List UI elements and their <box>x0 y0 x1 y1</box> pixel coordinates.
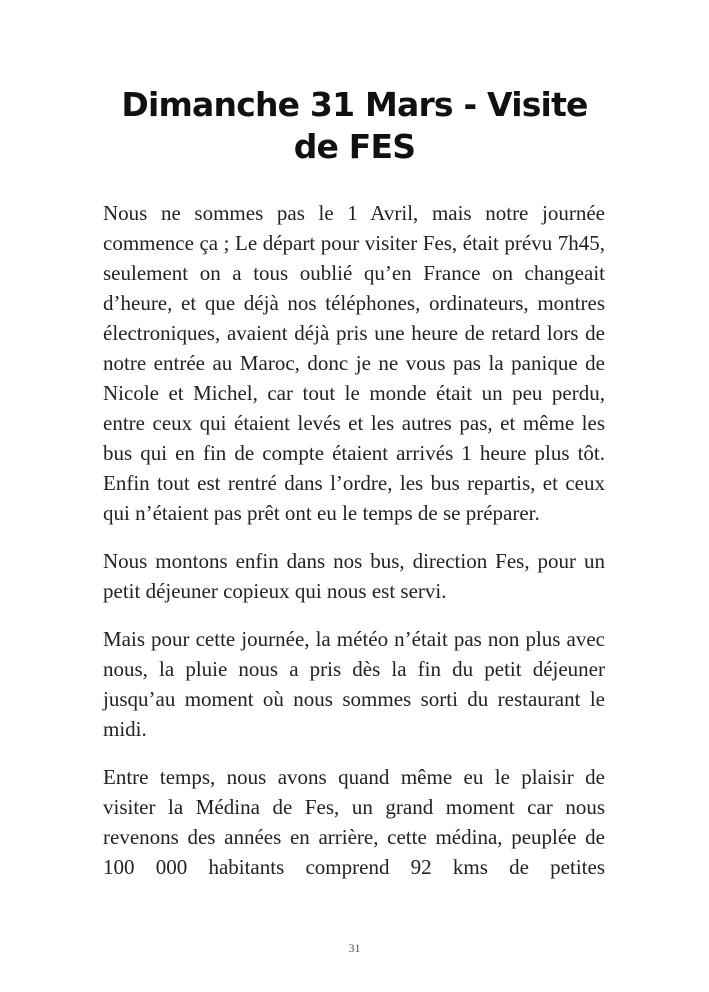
page-number: 31 <box>348 941 361 955</box>
paragraph-4: Entre temps, nous avons quand même eu le plaisir de visiter la Médina de Fes, un grand moment car nous revenons des années en arrière, cette médina, peuplée de 100 000 habitants comprend 92 kms de petites <box>103 765 605 879</box>
paragraph-3: Mais pour cette journée, la météo n’était pas non plus avec nous, la pluie nous a pris dès la fin du petit déjeuner jusqu’au moment où nous sommes sorti du restaurant le midi. <box>103 627 605 741</box>
page-title: Dimanche 31 Mars - Visite de FES <box>121 85 588 166</box>
paragraph-1: Nous ne sommes pas le 1 Avril, mais notre journée commence ça ; Le départ pour visiter Fes, était prévu 7h45, seulement on a tous oublié qu’en France on changeait d’heure, et que déjà nos téléphones, ordinateurs, montres électroniques, avaient déjà pris une heure de retard lors de notre entrée au Maroc, donc je ne vous pas la panique de Nicole et Michel, car tout le monde était un peu perdu, entre ceux qui étaient levés et les autres pas, et même les bus qui en fin de compte étaient arrivés 1 heure plus tôt. Enfin tout est rentré dans l’ordre, les bus repartis, et ceux qui n’étaient pas prêt ont eu le temps de se préparer. <box>103 201 605 525</box>
paragraph-2: Nous montons enfin dans nos bus, direction Fes, pour un petit déjeuner copieux qui nous est servi. <box>103 549 605 603</box>
body-text <box>103 198 605 900</box>
